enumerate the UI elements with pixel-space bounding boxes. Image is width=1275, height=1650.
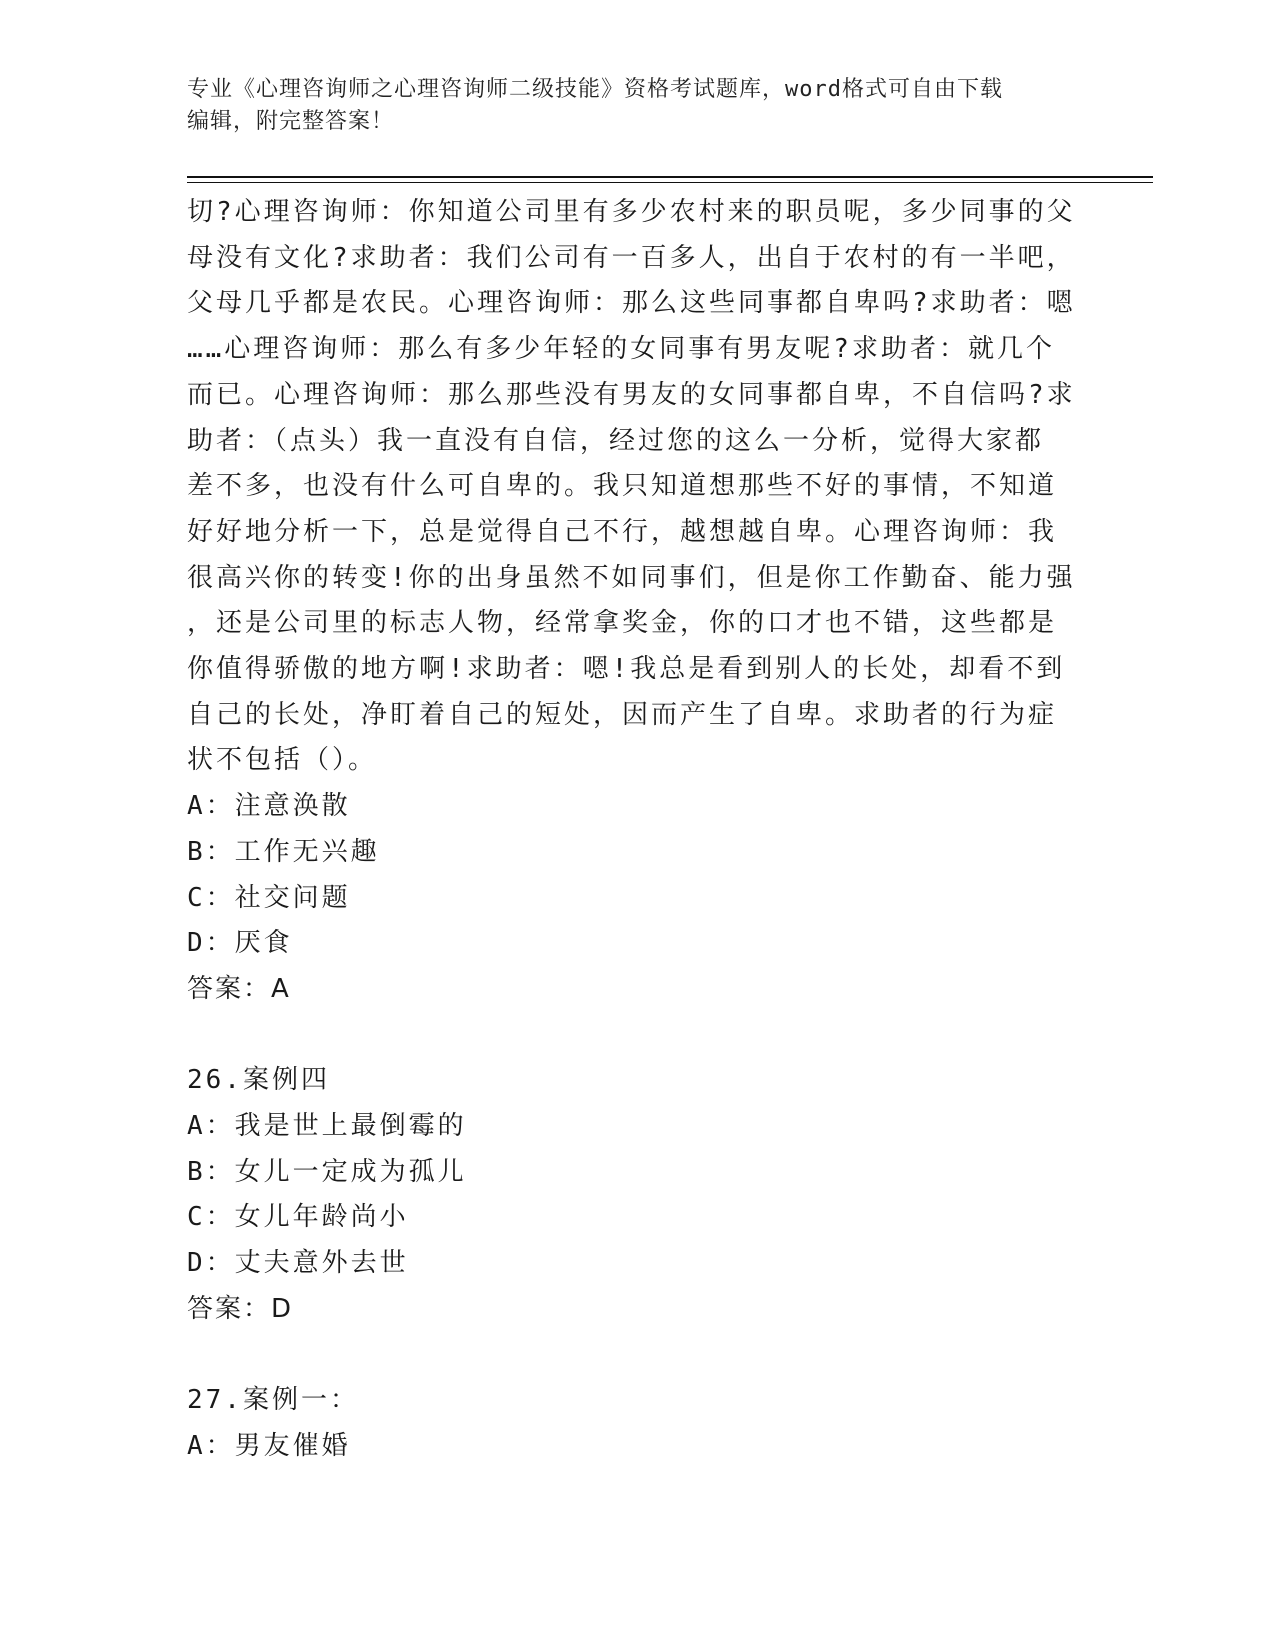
passage-line: ……心理咨询师：那么有多少年轻的女同事有男友呢?求助者：就几个	[187, 334, 1055, 365]
passage-line: 差不多，也没有什么可自卑的。我只知道想那些不好的事情，不知道	[187, 471, 1058, 502]
header-line-2: 编辑，附完整答案！	[187, 109, 395, 134]
option-b: B：工作无兴趣	[187, 836, 380, 867]
option-a: A：我是世上最倒霉的	[187, 1111, 467, 1142]
option-c: C：女儿年龄尚小	[187, 1202, 409, 1233]
passage-line: 好好地分析一下，总是觉得自己不行，越想越自卑。心理咨询师：我	[187, 516, 1058, 547]
header-rule-thin	[187, 182, 1153, 183]
passage-line: 父母几乎都是农民。心理咨询师：那么这些同事都自卑吗?求助者：嗯	[187, 288, 1076, 319]
passage-line: ，还是公司里的标志人物，经常拿奖金，你的口才也不错，这些都是	[187, 608, 1058, 639]
document-header	[187, 74, 1087, 138]
answer-line: 答案：A	[187, 973, 291, 1004]
question-title: 27.案例一：	[187, 1385, 359, 1416]
passage-line: 状不包括（）。	[187, 745, 378, 776]
passage-line: 而已。心理咨询师：那么那些没有男友的女同事都自卑，不自信吗?求	[187, 379, 1076, 410]
header-line-1: 专业《心理咨询师之心理咨询师二级技能》资格考试题库，word格式可自由下载	[187, 77, 1003, 102]
option-c: C：社交问题	[187, 882, 351, 913]
document-body	[187, 190, 1087, 1470]
option-d: D：厌食	[187, 928, 293, 959]
question-title: 26.案例四	[187, 1065, 330, 1096]
question-27	[187, 1378, 1087, 1469]
passage-line: 你值得骄傲的地方啊!求助者：嗯!我总是看到别人的长处，却看不到	[187, 654, 1066, 685]
question-26	[187, 1058, 1087, 1332]
passage-line: 很高兴你的转变!你的出身虽然不如同事们，但是你工作勤奋、能力强	[187, 562, 1076, 593]
option-a: A：注意涣散	[187, 791, 351, 822]
option-b: B：女儿一定成为孤儿	[187, 1156, 467, 1187]
option-a: A：男友催婚	[187, 1430, 351, 1461]
passage-line: 自己的长处，净盯着自己的短处，因而产生了自卑。求助者的行为症	[187, 699, 1058, 730]
passage-line: 切?心理咨询师：你知道公司里有多少农村来的职员呢，多少同事的父	[187, 197, 1076, 227]
option-d: D：丈夫意外去世	[187, 1248, 409, 1279]
spacer	[187, 1333, 1087, 1379]
spacer	[187, 1013, 1087, 1059]
header-rule-thick	[187, 176, 1153, 178]
question-25-options	[187, 784, 1087, 1013]
question-passage	[187, 190, 1087, 784]
passage-line: 母没有文化?求助者：我们公司有一百多人，出自于农村的有一半吧，	[187, 242, 1076, 273]
answer-line: 答案：D	[187, 1293, 294, 1324]
passage-line: 助者：（点头）我一直没有自信，经过您的这么一分析，觉得大家都	[187, 425, 1045, 456]
